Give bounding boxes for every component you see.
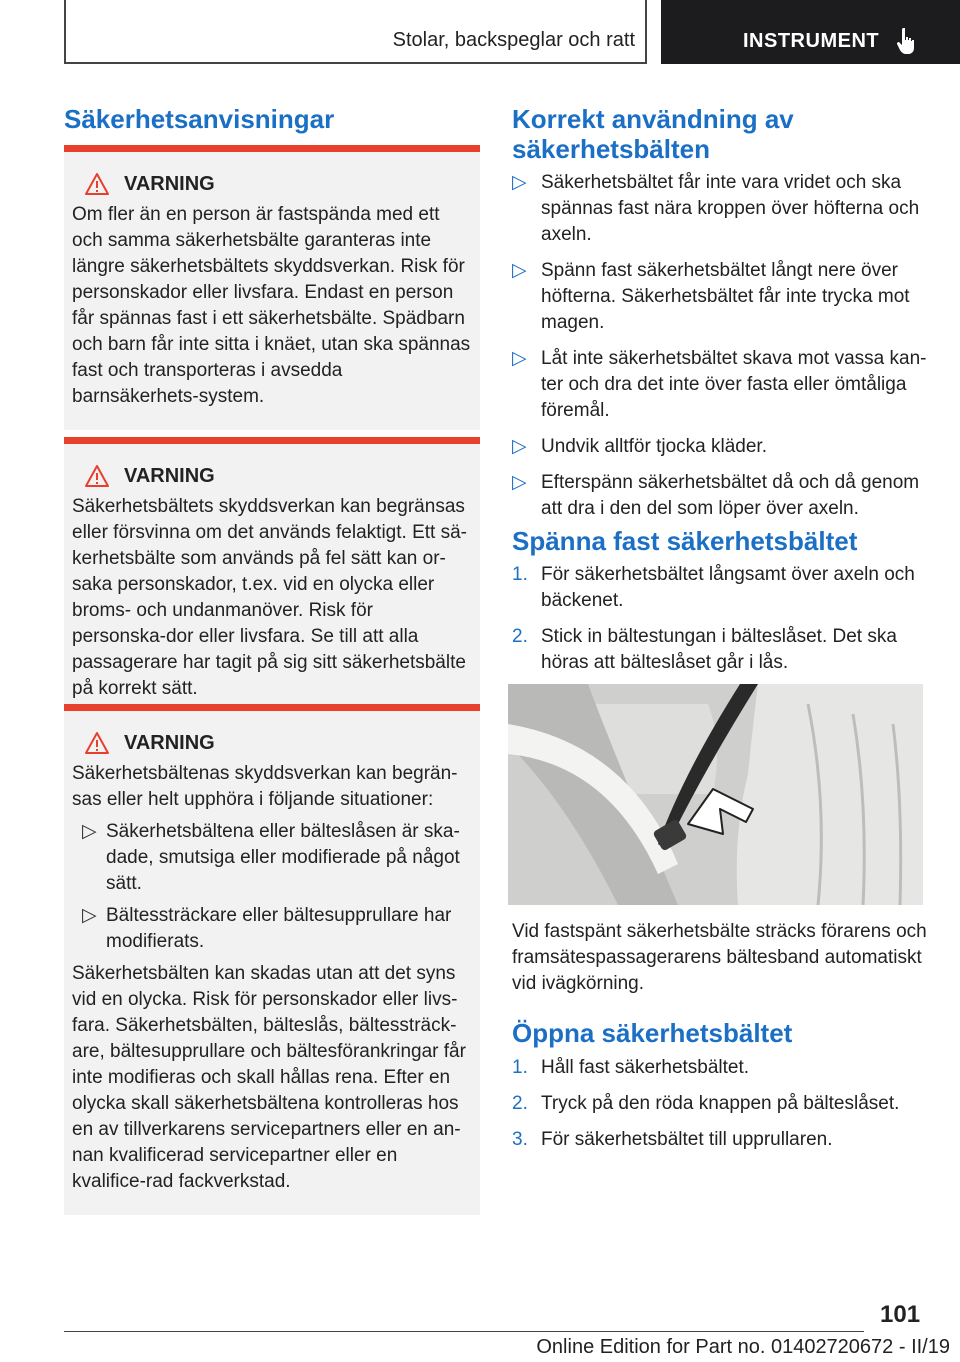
triangle-bullet-icon: ▷	[512, 472, 527, 493]
step-item: 1. Håll fast säkerhetsbältet.	[512, 1055, 928, 1081]
step-number: 2.	[512, 1093, 528, 1114]
list-item: ▷ Undvik alltför tjocka kläder.	[512, 434, 928, 460]
step-number: 1.	[512, 1057, 528, 1078]
triangle-bullet-icon: ▷	[512, 348, 527, 369]
list-item: ▷ Spänn fast säkerhetsbältet långt nere över höfterna. Säkerhetsbältet får inte trycka mot magen.	[512, 260, 910, 333]
step-number: 1.	[512, 564, 528, 585]
safety-instructions-title: Säkerhetsanvisningar	[64, 104, 335, 134]
correct-use-list	[512, 170, 928, 532]
warning-triangle-icon	[84, 172, 110, 196]
open-steps	[512, 1055, 928, 1163]
warning-list	[72, 819, 472, 955]
correct-use-title: Korrekt användning av säkerhetsbälten	[512, 104, 794, 164]
footer-divider	[64, 1331, 864, 1332]
seatbelt-photo	[508, 684, 923, 905]
list-item: ▷ Säkerhetsbältena eller bälteslåsen är ska-dade, smutsiga eller modifierade på något sätt.	[82, 821, 460, 894]
warning-text: Säkerhetsbältets skyddsverkan kan begränsas eller försvinna om det används felaktigt. Ett sä-kerhetsbälte som används på fel sätt kan or-saka personskador, t.ex. vid en olycka eller broms- och undanmanöver. Risk för personska-dor eller livsfara. Se till att alla passagerare har tagit på sig sitt säkerhetsbälte på korrekt sätt.	[72, 496, 467, 699]
triangle-bullet-icon: ▷	[512, 260, 527, 281]
step-item: 2. Stick in bältestungan i bälteslåset. Det ska höras att bälteslåset går i lås.	[512, 626, 897, 673]
warning-triangle-icon	[84, 731, 110, 755]
fasten-belt-title: Spänna fast säkerhetsbältet	[512, 526, 858, 556]
warning-label: VARNING	[124, 731, 215, 754]
warning-box-3	[64, 704, 480, 1215]
warning-triangle-icon	[84, 464, 110, 488]
triangle-bullet-icon: ▷	[512, 172, 527, 193]
triangle-bullet-icon: ▷	[512, 436, 527, 457]
warning-box-2	[64, 437, 480, 722]
list-item: ▷ Säkerhetsbältet får inte vara vridet och ska spännas fast nära kroppen över höfterna och axeln.	[512, 172, 920, 245]
warning-intro: Säkerhetsbältenas skyddsverkan kan begrän-sas eller helt upphöra i följande situationer:	[72, 763, 458, 810]
fasten-steps	[512, 562, 928, 686]
triangle-bullet-icon: ▷	[82, 905, 97, 926]
header-chapter-box	[661, 0, 960, 64]
pointing-hand-icon	[894, 26, 920, 56]
header-section-title: Stolar, backspeglar och ratt	[392, 29, 635, 51]
step-item: 2. Tryck på den röda knappen på bälteslåset.	[512, 1091, 928, 1117]
seatbelt-illustration	[508, 684, 923, 905]
page-number: 101	[880, 1301, 921, 1328]
open-belt-title: Öppna säkerhetsbältet	[512, 1018, 793, 1048]
header-chapter-title: INSTRUMENT	[743, 30, 880, 52]
photo-caption: Vid fastspänt säkerhetsbälte sträcks förarens och framsätespassagerarens bältesband automatiskt vid ivägkörning.	[512, 921, 927, 994]
step-item: 1. För säkerhetsbältet långsamt över axeln och bäckenet.	[512, 564, 915, 611]
step-item: 3. För säkerhetsbältet till upprullaren.	[512, 1127, 928, 1153]
warning-text: Om fler än en person är fastspända med ett och samma säkerhetsbälte garanteras inte längre säkerhetsbältets skyddsverkan. Risk för personskador eller livsfara. Endast en person får spännas fast i ett säkerhetsbälte. Spädbarn och barn får inte sitta i knäet, utan ska spännas fast och transporteras i avsedda barnsäkerhets-system.	[72, 204, 471, 407]
triangle-bullet-icon: ▷	[82, 821, 97, 842]
warning-box-1	[64, 145, 480, 430]
warning-text: Säkerhetsbälten kan skadas utan att det syns vid en olycka. Risk för personskador eller livs-fara. Säkerhetsbälten, bälteslås, bältessträck-are, bältesupprullare och bältesförankringar får inte modifieras och skall hållas rena. Efter en olycka skall säkerhetsbältena kontrolleras hos en av tillverkarens servicepartners eller en an-nan kvalificerad servicepartner eller en kvalifice-rad fackverkstad.	[72, 963, 466, 1192]
warning-label: VARNING	[124, 464, 215, 487]
footer-edition: Online Edition for Part no. 01402720672 - II/19	[536, 1336, 950, 1358]
step-number: 3.	[512, 1129, 528, 1150]
list-item: ▷ Efterspänn säkerhetsbältet då och då genom att dra i den del som löper över axeln.	[512, 472, 920, 519]
warning-label: VARNING	[124, 172, 215, 195]
list-item: ▷ Bältessträckare eller bältesupprullare har modifierats.	[82, 905, 452, 952]
header-section-box	[64, 0, 647, 64]
list-item: ▷ Låt inte säkerhetsbältet skava mot vassa kan-ter och dra det inte över fasta eller ömtåliga föremål.	[512, 348, 927, 421]
step-number: 2.	[512, 626, 528, 647]
